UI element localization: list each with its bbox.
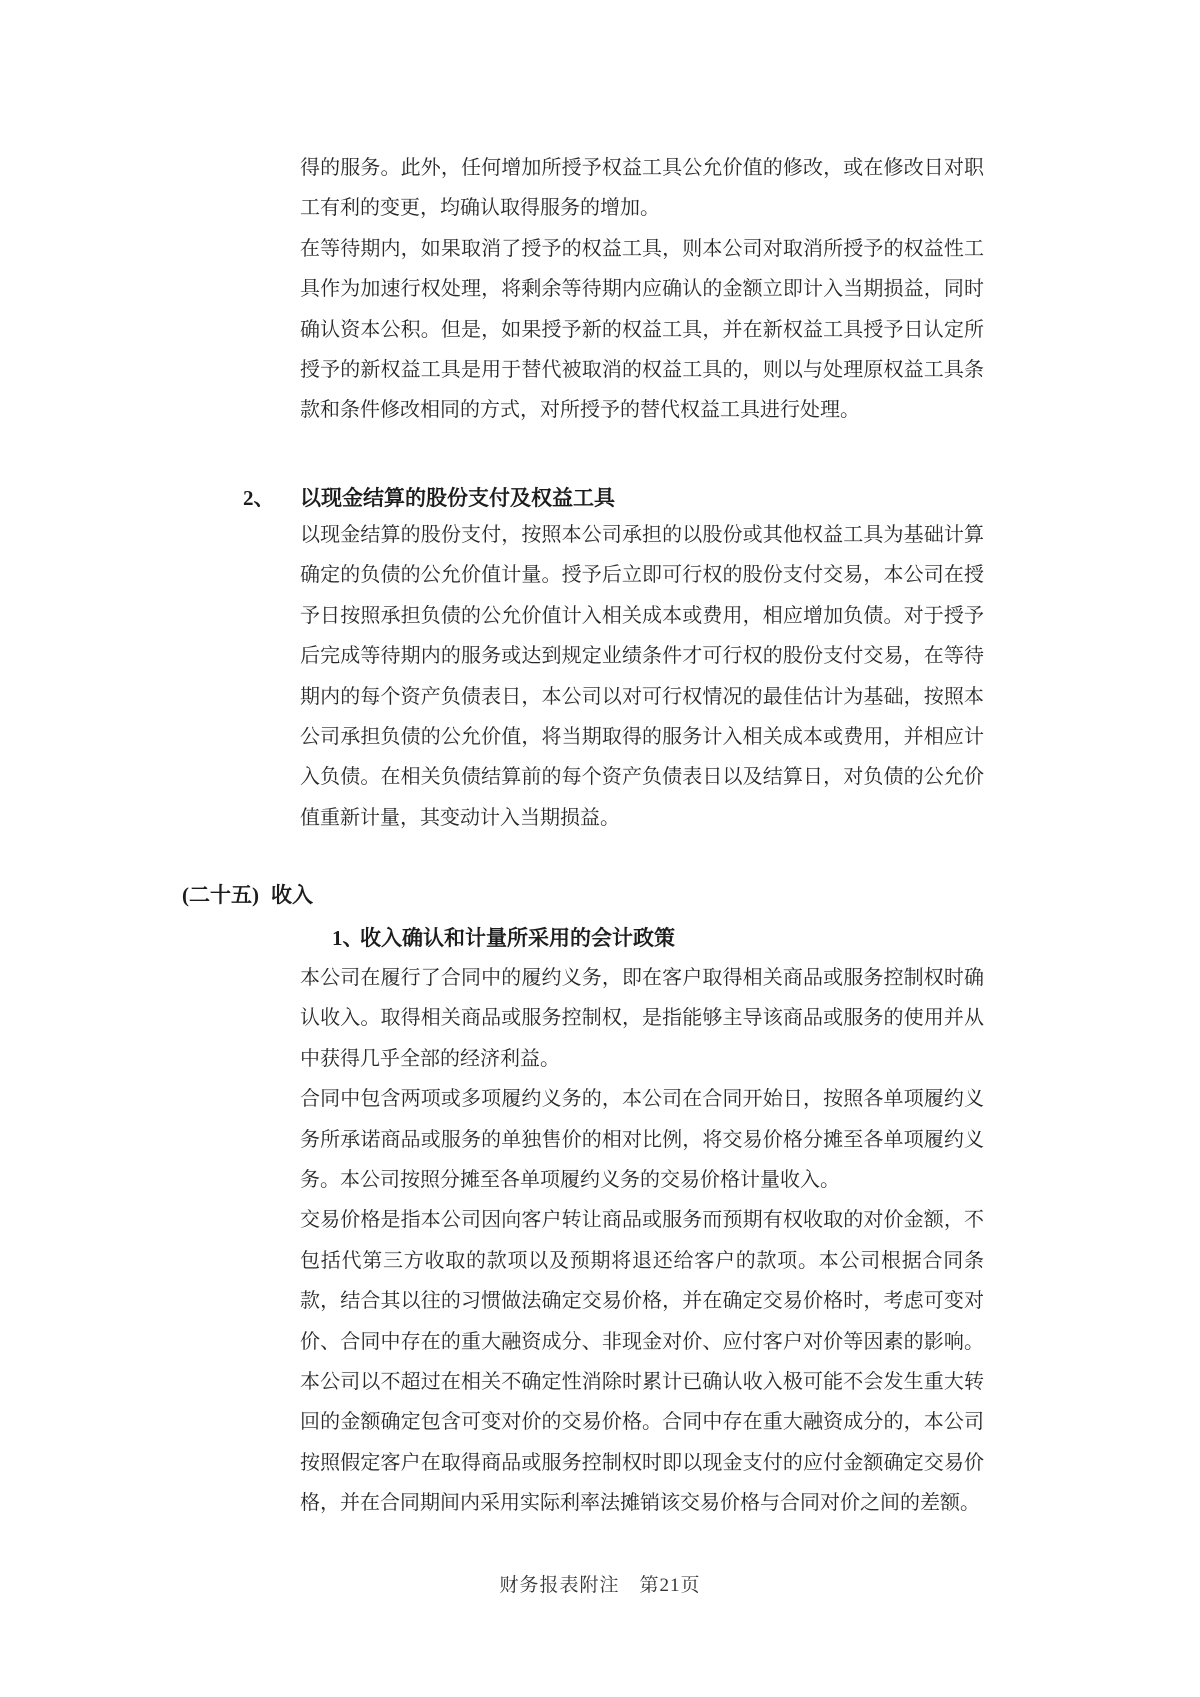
- subsection-heading-revenue-policy: [332, 925, 675, 951]
- section-title: 以现金结算的股份支付及权益工具: [300, 486, 615, 510]
- section-number: 2、: [243, 486, 275, 510]
- section-number: (二十五): [182, 883, 259, 907]
- section-equity-settled-continuation: [300, 148, 984, 431]
- paragraph: 本公司在履行了合同中的履约义务，即在客户取得相关商品或服务控制权时确认收入。取得相关商品或服务控制权，是指能够主导该商品或服务的使用并从中获得几乎全部的经济利益。: [300, 967, 984, 1070]
- section-heading-cash-settled: [243, 485, 615, 511]
- page-footer: 财务报表附注 第21页: [499, 1575, 701, 1596]
- paragraph: 合同中包含两项或多项履约义务的，本公司在合同开始日，按照各单项履约义务所承诺商品或服务的单独售价的相对比例，将交易价格分摊至各单项履约义务。本公司按照分摊至各单项履约义务的交易价格计量收入。: [300, 1088, 984, 1192]
- paragraph: 得的服务。此外，任何增加所授予权益工具公允价值的修改，或在修改日对职工有利的变更，均确认取得服务的增加。: [300, 157, 984, 220]
- section-cash-settled-body: [300, 515, 984, 838]
- subsection-number: 1、: [332, 926, 364, 950]
- paragraph: 在等待期内，如果取消了授予的权益工具，则本公司对取消所授予的权益性工具作为加速行权处理，将剩余等待期内应确认的金额立即计入当期损益，同时确认资本公积。但是，如果授予新的权益工具，并在新权益工具授予日认定所授予的新权益工具是用于替代被取消的权益工具的，则以与处理原权益工具条款和条件修改相同的方式，对所授予的替代权益工具进行处理。: [300, 237, 984, 422]
- subsection-title: 收入确认和计量所采用的会计政策: [360, 926, 675, 950]
- paragraph: 以现金结算的股份支付，按照本公司承担的以股份或其他权益工具为基础计算确定的负债的公允价值计量。授予后立即可行权的股份支付交易，本公司在授予日按照承担负债的公允价值计入相关成本或费用，相应增加负债。对于授予后完成等待期内的服务或达到规定业绩条件才可行权的股份支付交易，在等待期内的每个资产负债表日，本公司以对可行权情况的最佳估计为基础，按照本公司承担负债的公允价值，将当期取得的服务计入相关成本或费用，并相应计入负债。在相关负债结算前的每个资产负债表日以及结算日，对负债的公允价值重新计量，其变动计入当期损益。: [300, 524, 984, 829]
- paragraph: 交易价格是指本公司因向客户转让商品或服务而预期有权收取的对价金额，不包括代第三方收取的款项以及预期将退还给客户的款项。本公司根据合同条款，结合其以往的习惯做法确定交易价格，并在确定交易价格时，考虑可变对价、合同中存在的重大融资成分、非现金对价、应付客户对价等因素的影响。本公司以不超过在相关不确定性消除时累计已确认收入极可能不会发生重大转回的金额确定包含可变对价的交易价格。合同中存在重大融资成分的，本公司按照假定客户在取得商品或服务控制权时即以现金支付的应付金额确定交易价格，并在合同期间内采用实际利率法摊销该交易价格与合同对价之间的差额。: [300, 1209, 984, 1515]
- section-heading-revenue: [182, 882, 313, 908]
- section-revenue-policy-body: [300, 958, 984, 1524]
- section-title: 收入: [271, 883, 313, 907]
